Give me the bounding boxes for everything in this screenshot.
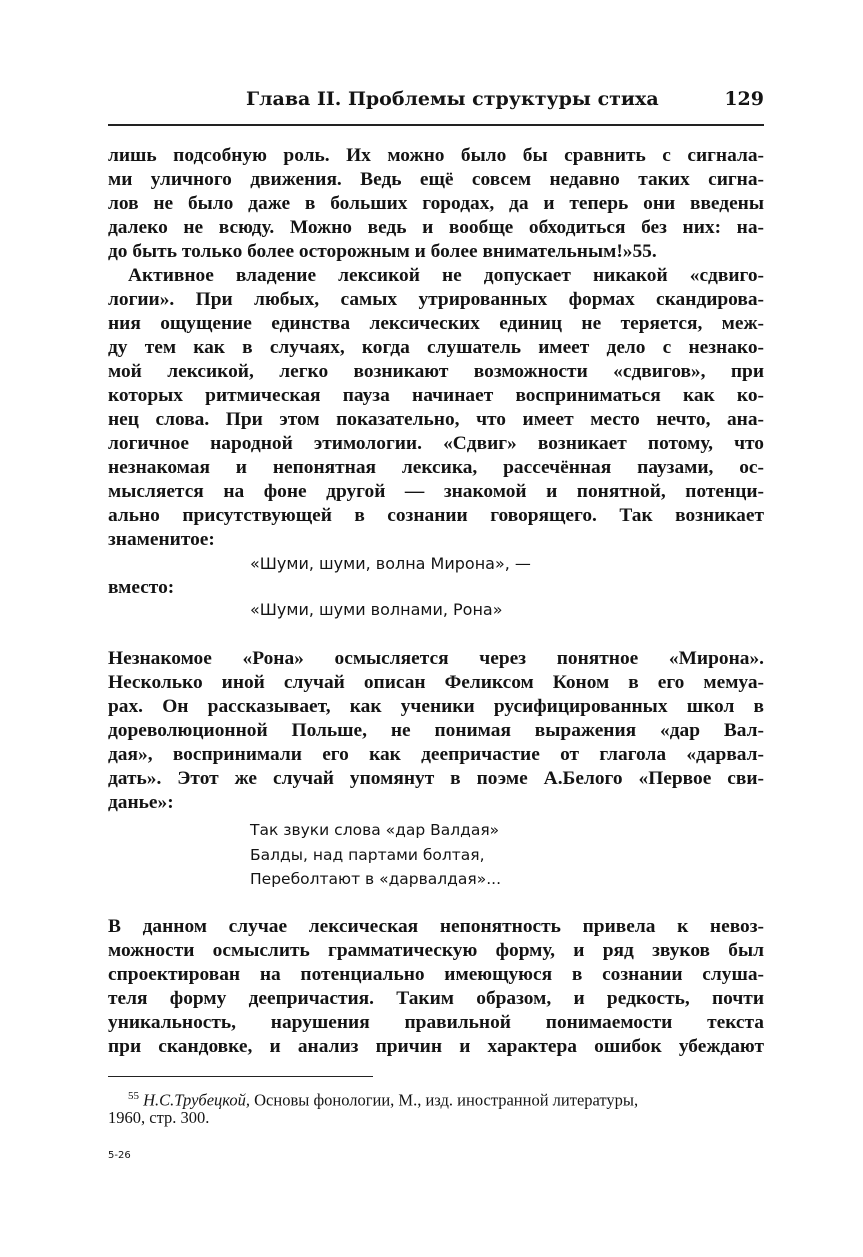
text-line: Активное владение лексикой не допускает никакой «сдвиго- [128, 265, 764, 286]
chapter-title: Глава II. Проблемы структуры стиха [246, 88, 659, 110]
text-line: В данном случае лексическая непонятность привела к невоз- [108, 916, 764, 937]
text-line-main: до быть только более осторожным и более внимательным!»55. [108, 241, 657, 262]
page-number: 129 [724, 88, 764, 110]
text-line: ду тем как в случаях, когда слушатель имеет дело с незнако- [108, 337, 764, 358]
text-line: лишь подсобную роль. Их можно было бы сравнить с сигнала- [108, 145, 764, 166]
text-line [108, 240, 764, 264]
text-line: данье»: [108, 792, 174, 813]
quote-rona: «Шуми, шуми волнами, Рона» [250, 600, 503, 619]
text-line: дореволюционной Польше, не понимая выражения «дар Вал- [108, 720, 764, 741]
text-line: которых ритмическая пауза начинает восприниматься как ко- [108, 385, 764, 406]
text-line: далеко не всюду. Можно ведь и вообще обходиться без них: на- [108, 217, 764, 238]
poem-line: Балды, над партами болтая, [250, 846, 485, 864]
footnote-number: 55 [128, 1090, 139, 1102]
text-line: мысляется на фоне другой — знакомой и понятной, потенци- [108, 481, 764, 502]
text-line: можности осмыслить грамматическую форму, и ряд звуков был [108, 940, 764, 961]
text-line: теля форму деепричастия. Таким образом, и редкость, почти [108, 988, 764, 1009]
poem-line: Так звуки слова «дар Валдая» [250, 821, 500, 839]
text-line: мой лексикой, легко возникают возможности «сдвигов», при [108, 361, 764, 382]
text-line: ально присутствующей в сознании говорящего. Так возникает [108, 505, 764, 526]
text-line: при скандовке, и анализ причин и характера ошибок убеждают [108, 1036, 764, 1057]
quote-mirona: «Шуми, шуми, волна Мирона», — [250, 554, 531, 573]
text-line: спроектирован на потенциально имеющуюся в сознании слуша- [108, 964, 764, 985]
text-line: нец слова. При этом показательно, что имеет место нечто, ана- [108, 409, 764, 430]
text-line: Незнакомое «Рона» осмысляется через понятное «Мирона». [108, 648, 764, 669]
header-rule [108, 124, 764, 126]
text-line: дая», воспринимали его как деепричастие от глагола «дарвал- [108, 744, 764, 765]
footnote-rule [108, 1076, 373, 1077]
printer-signature: 5-26 [108, 1150, 131, 1161]
text-line: логичное народной этимологии. «Сдвиг» возникает потому, что [108, 433, 764, 454]
footnote-author: Н.С.Трубецкой, [143, 1090, 251, 1110]
text-line: ния ощущение единства лексических единиц не теряется, меж- [108, 313, 764, 334]
text-line: рах. Он рассказывает, как ученики русифицированных школ в [108, 696, 764, 717]
footnote-text: Основы фонологии, М., изд. иностранной литературы, [250, 1090, 639, 1110]
running-header [108, 88, 764, 118]
footnote-continued: 1960, стр. 300. [108, 1108, 210, 1127]
text-line: логии». При любых, самых утрированных формах скандирова- [108, 289, 764, 310]
text-line: ми уличного движения. Ведь ещё совсем недавно таких сигна- [108, 169, 764, 190]
text-line: уникальность, нарушения правильной понимаемости текста [108, 1012, 764, 1033]
text-line: Несколько иной случай описан Феликсом Коном в его мемуа- [108, 672, 764, 693]
text-line: незнакомая и непонятная лексика, рассечённая паузами, ос- [108, 457, 764, 478]
text-line: дать». Этот же случай упомянут в поэме А.Белого «Первое сви- [108, 768, 764, 789]
instead-label: вместо: [108, 577, 175, 598]
text-line: знаменитое: [108, 529, 215, 550]
poem-line: Переболтают в «дарвалдая»... [250, 870, 501, 888]
text-line: лов не было даже в больших городах, да и теперь они введены [108, 193, 764, 214]
